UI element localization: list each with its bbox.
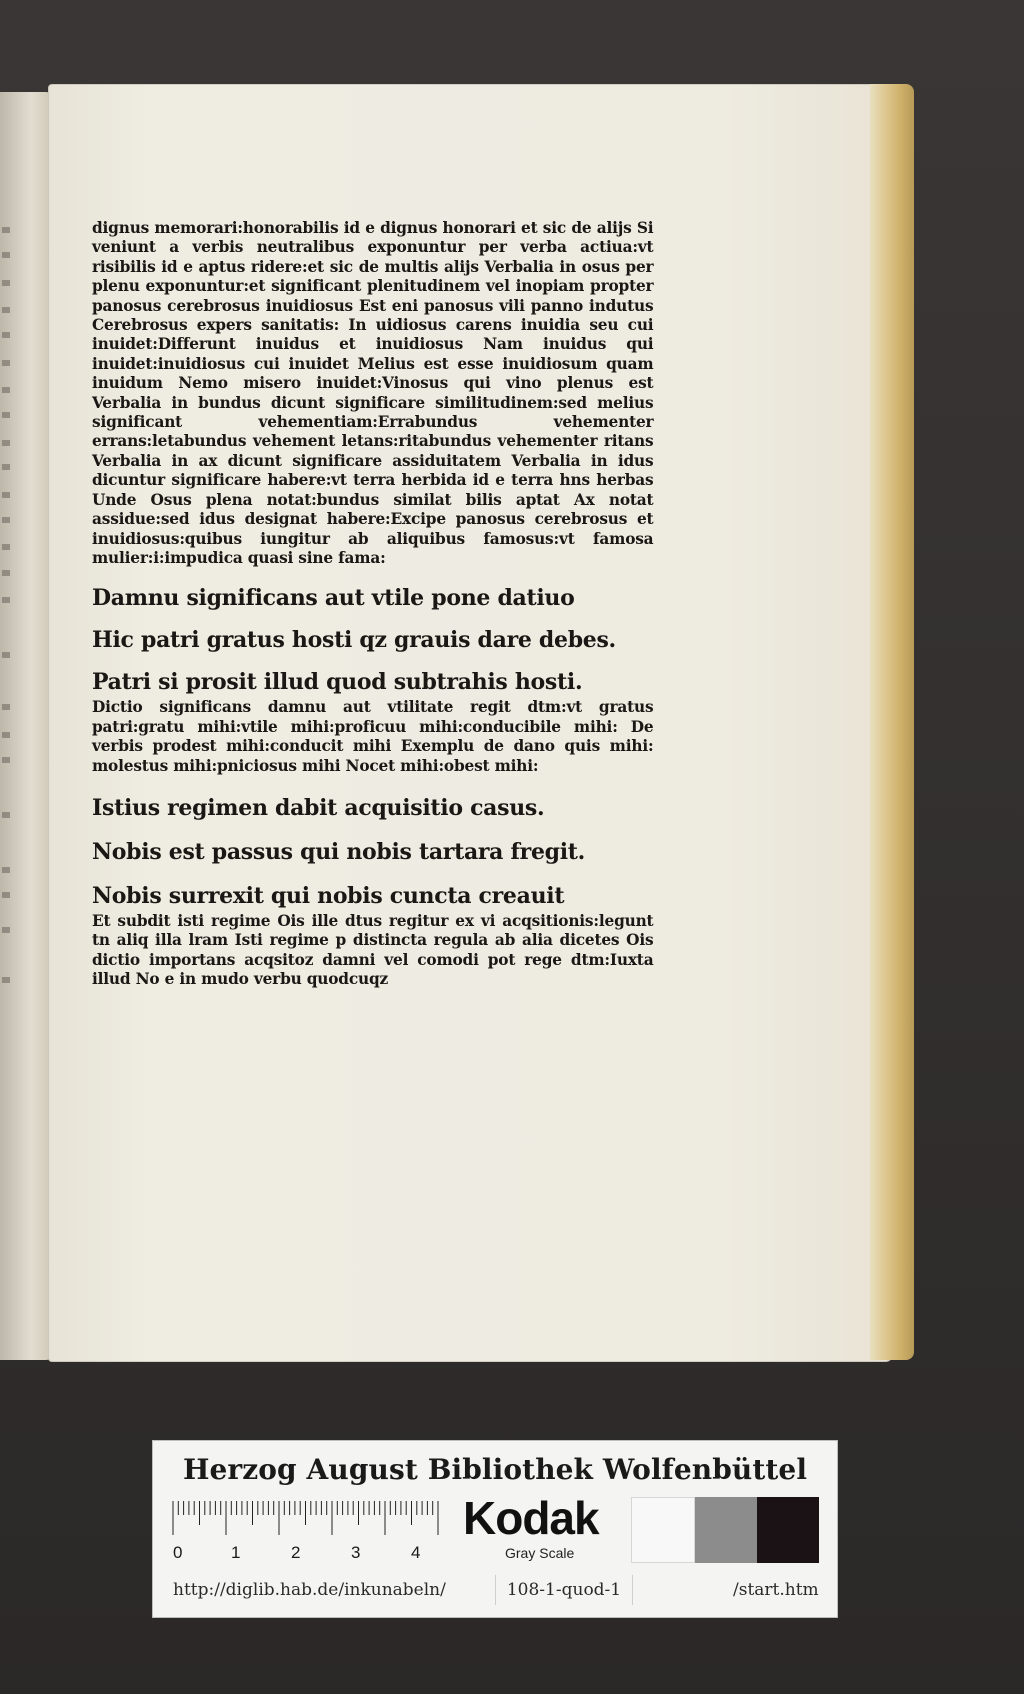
verse-line: Nobis est passus qui nobis tartara fregit. bbox=[92, 838, 586, 865]
ruler-numbers bbox=[169, 1543, 449, 1563]
page-edge bbox=[870, 84, 914, 1360]
gray-scale-label: Gray Scale bbox=[505, 1545, 575, 1561]
kodak-logo: Kodak bbox=[463, 1492, 599, 1544]
verse-line: Patri si prosit illud quod subtrahis hosti. bbox=[92, 669, 583, 696]
start-path: /start.htm bbox=[733, 1580, 819, 1600]
verse-line: Hic patri gratus hosti qz grauis dare debes. bbox=[92, 627, 616, 654]
ruler-number: 3 bbox=[351, 1543, 361, 1562]
verse-line: Istius regimen dabit acquisitio casus. bbox=[92, 794, 545, 821]
commentary-paragraph: dignus memorari:honorabilis id e dignus honorari et sic de alijs Si veniunt a verbis neutralibus exponuntur per verba actiua:vt risibilis id e aptus ridere:et sic de multis alijs Verbalia in osus per plenu exponuntur:et significant plenitudinem vel inopiam propter panosus cerebrosus inuidiosus Est eni panosus vili panno indutus Cerebrosus expers sanitatis: In uidiosus carens inuidia seu cui inuidet:Differunt inuidus et inuidiosus Nam inuidus qui inuidet:inuidiosus cui inuidet Melius est esse inuidiosum quam inuidum Nemo misero inuidet:Vinosus qui vino plenus est Verbalia in bundus dicunt significare similitudinem:sed melius significant vehementiam:Errabundus vehementer errans:letabundus vehement letans:ritabundus vehementer ritans Verbalia in ax dicunt significare assiduitatem Verbalia in idus dicuntur significare habere:vt terra herbida id e terra hns herbas Unde Osus plena notat:bundus similat bilis aptat Ax notat assidue:sed idus designat habere:Excipe panosus cerebrosus et inuidiosus:quibus iungitur ab aliquibus famosus:vt famosa mulier:i:impudica quasi sine fama: bbox=[92, 218, 654, 567]
white-swatch bbox=[631, 1497, 695, 1563]
ruler-number: 0 bbox=[173, 1543, 183, 1562]
black-swatch bbox=[757, 1497, 819, 1563]
left-page-edge bbox=[0, 92, 52, 1360]
library-title: Herzog August Bibliothek Wolfenbüttel bbox=[182, 1453, 808, 1486]
ruler-number: 4 bbox=[411, 1543, 421, 1562]
ruler-number: 2 bbox=[291, 1543, 301, 1562]
shelfmark-id: 108-1-quod-1 bbox=[495, 1575, 633, 1605]
color-reference-card bbox=[152, 1440, 838, 1618]
verse-line: Damnu significans aut vtile pone datiuo bbox=[92, 585, 575, 612]
verse-line: Nobis surrexit qui nobis cuncta creauit bbox=[92, 882, 565, 909]
text-block bbox=[92, 218, 662, 989]
gray-swatch bbox=[695, 1497, 757, 1563]
ruler-number: 1 bbox=[231, 1543, 241, 1562]
scale-ruler bbox=[169, 1499, 441, 1535]
commentary-paragraph: Dictio significans damnu aut vtilitate regit dtm:vt gratus patri:gratu mihi:vtile mihi:proficuu mihi:conducibile mihi: De verbis prodest mihi:conducit mihi Exemplu de dano quis mihi: molestus mihi:pniciosus mihi Nocet mihi:obest mihi: bbox=[92, 697, 654, 775]
source-url: http://diglib.hab.de/inkunabeln/ bbox=[173, 1580, 446, 1600]
commentary-paragraph: Et subdit isti regime Ois ille dtus regitur ex vi acqsitionis:legunt tn aliq illa lram Isti regime p distincta regula ab alia dicetes Ois dictio importans acqsitoz damni vel comodi pot rege dtm:Iuxta illud No e in mudo verbu quodcuqz bbox=[92, 910, 654, 989]
